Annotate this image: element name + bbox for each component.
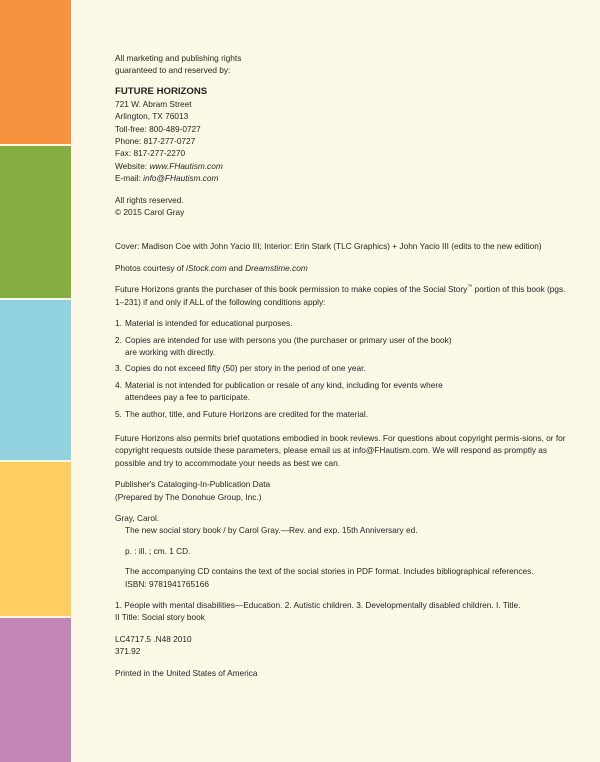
list-number: 2.: [115, 334, 122, 345]
cip-physical: p. : ill. ; cm. 1 CD.: [125, 545, 191, 556]
purple-stripe: [0, 618, 71, 762]
list-number: 3.: [115, 363, 122, 374]
rights-line-2: guaranteed to and reserved by:: [115, 65, 231, 76]
photo-source-dreamstime: Dreamstime.com: [245, 262, 308, 273]
cip-author: Gray, Carol.: [115, 512, 160, 523]
publisher-email: [115, 172, 577, 184]
cip-title-entry: II Title: Social story book: [115, 612, 205, 623]
list-text: Copies are intended for use with persons you (the purchaser or primary user of the book): [125, 334, 452, 345]
conditions-list: [115, 317, 577, 420]
photo-prefix: Photos courtesy of: [115, 262, 187, 273]
list-text-continued: are working with directly.: [125, 346, 216, 357]
copyright-notice: © 2015 Carol Gray: [115, 207, 185, 218]
orange-stripe: [0, 0, 71, 144]
list-item: [115, 334, 577, 359]
list-number: 4.: [115, 379, 122, 390]
list-number: 5.: [115, 408, 122, 419]
blue-stripe: [0, 300, 71, 460]
cip-subjects: 1. People with mental disabilities—Education. 2. Autistic children. 3. Developmentally disabled children. I. Title.: [115, 600, 521, 610]
yellow-stripe: [0, 462, 71, 616]
cip-lc-number: LC4717.5 .N48 2010: [115, 633, 192, 644]
quotations-paragraph: Future Horizons also permits brief quotations embodied in book reviews. For questions about copyright permis-sions, or for copyright requests outside these parameters, please email us at info@FHautism.com. We will respond as promptly as possible and try to accommodate your needs as best we can.: [115, 432, 566, 468]
cip-preparer: (Prepared by The Donohue Group, Inc.): [115, 491, 262, 502]
list-text: Copies do not exceed fifty (50) per story in the period of one year.: [125, 363, 366, 374]
cip-title: The new social story book / by Carol Gray.—Rev. and exp. 15th Anniversary ed.: [125, 525, 418, 536]
publisher-tollfree: Toll-free: 800-489-0727: [115, 123, 201, 134]
list-text: Material is intended for educational purposes.: [125, 318, 293, 329]
list-number: 1.: [115, 318, 122, 329]
photo-and: and: [226, 262, 246, 273]
website-label: Website:: [115, 160, 150, 171]
publisher-fax: Fax: 817-277-2270: [115, 148, 186, 159]
photo-source-istock: iStock.com: [186, 262, 227, 273]
list-text-continued: attendees pay a fee to participate.: [125, 392, 251, 403]
grant-text-2: portion of this book (pgs. 1–231) if and only if ALL of the following conditions apply:: [115, 284, 566, 307]
list-item: [115, 408, 577, 420]
list-text: The author, title, and Future Horizons are credited for the material.: [125, 408, 369, 419]
cip-dewey-number: 371.92: [115, 646, 141, 657]
list-item: [115, 362, 577, 374]
list-item: [115, 379, 577, 404]
photo-credits: [115, 262, 577, 274]
publisher-phone: Phone: 817-277-0727: [115, 136, 196, 147]
trademark-symbol: ™: [467, 284, 473, 291]
email-link[interactable]: info@FHautism.com: [143, 173, 219, 184]
cip-note: The accompanying CD contains the text of the social stories in PDF format. Includes bibliographical references.: [125, 566, 534, 577]
printed-in: Printed in the United States of America: [115, 667, 258, 678]
cip-heading: Publisher's Cataloging-In-Publication Data: [115, 479, 271, 490]
green-stripe: [0, 146, 71, 298]
email-label: E-mail:: [115, 173, 144, 184]
publisher-street: 721 W. Abram Street: [115, 98, 192, 109]
list-text: Material is not intended for publication or resale of any kind, including for events where: [125, 379, 443, 390]
cover-credits: Cover: Madison Coe with John Yacio III; Interior: Erin Stark (TLC Graphics) + John Yacio III (edits to the new edition): [115, 241, 542, 252]
website-link[interactable]: www.FHautism.com: [149, 160, 223, 171]
rights-line-1: All marketing and publishing rights: [115, 53, 242, 63]
cip-isbn: ISBN: 9781941765166: [125, 578, 209, 589]
copyright-page: [115, 52, 577, 679]
grant-paragraph: [115, 283, 577, 308]
publisher-city: Arlington, TX 76013: [115, 111, 189, 122]
all-rights-reserved: All rights reserved.: [115, 194, 184, 205]
publisher-website: [115, 160, 577, 172]
publisher-name: FUTURE HORIZONS: [115, 85, 208, 97]
list-item: [115, 317, 577, 329]
grant-text-1: Future Horizons grants the purchaser of this book permission to make copies of the Social Story: [115, 284, 468, 295]
color-stripe-sidebar: [0, 0, 71, 762]
